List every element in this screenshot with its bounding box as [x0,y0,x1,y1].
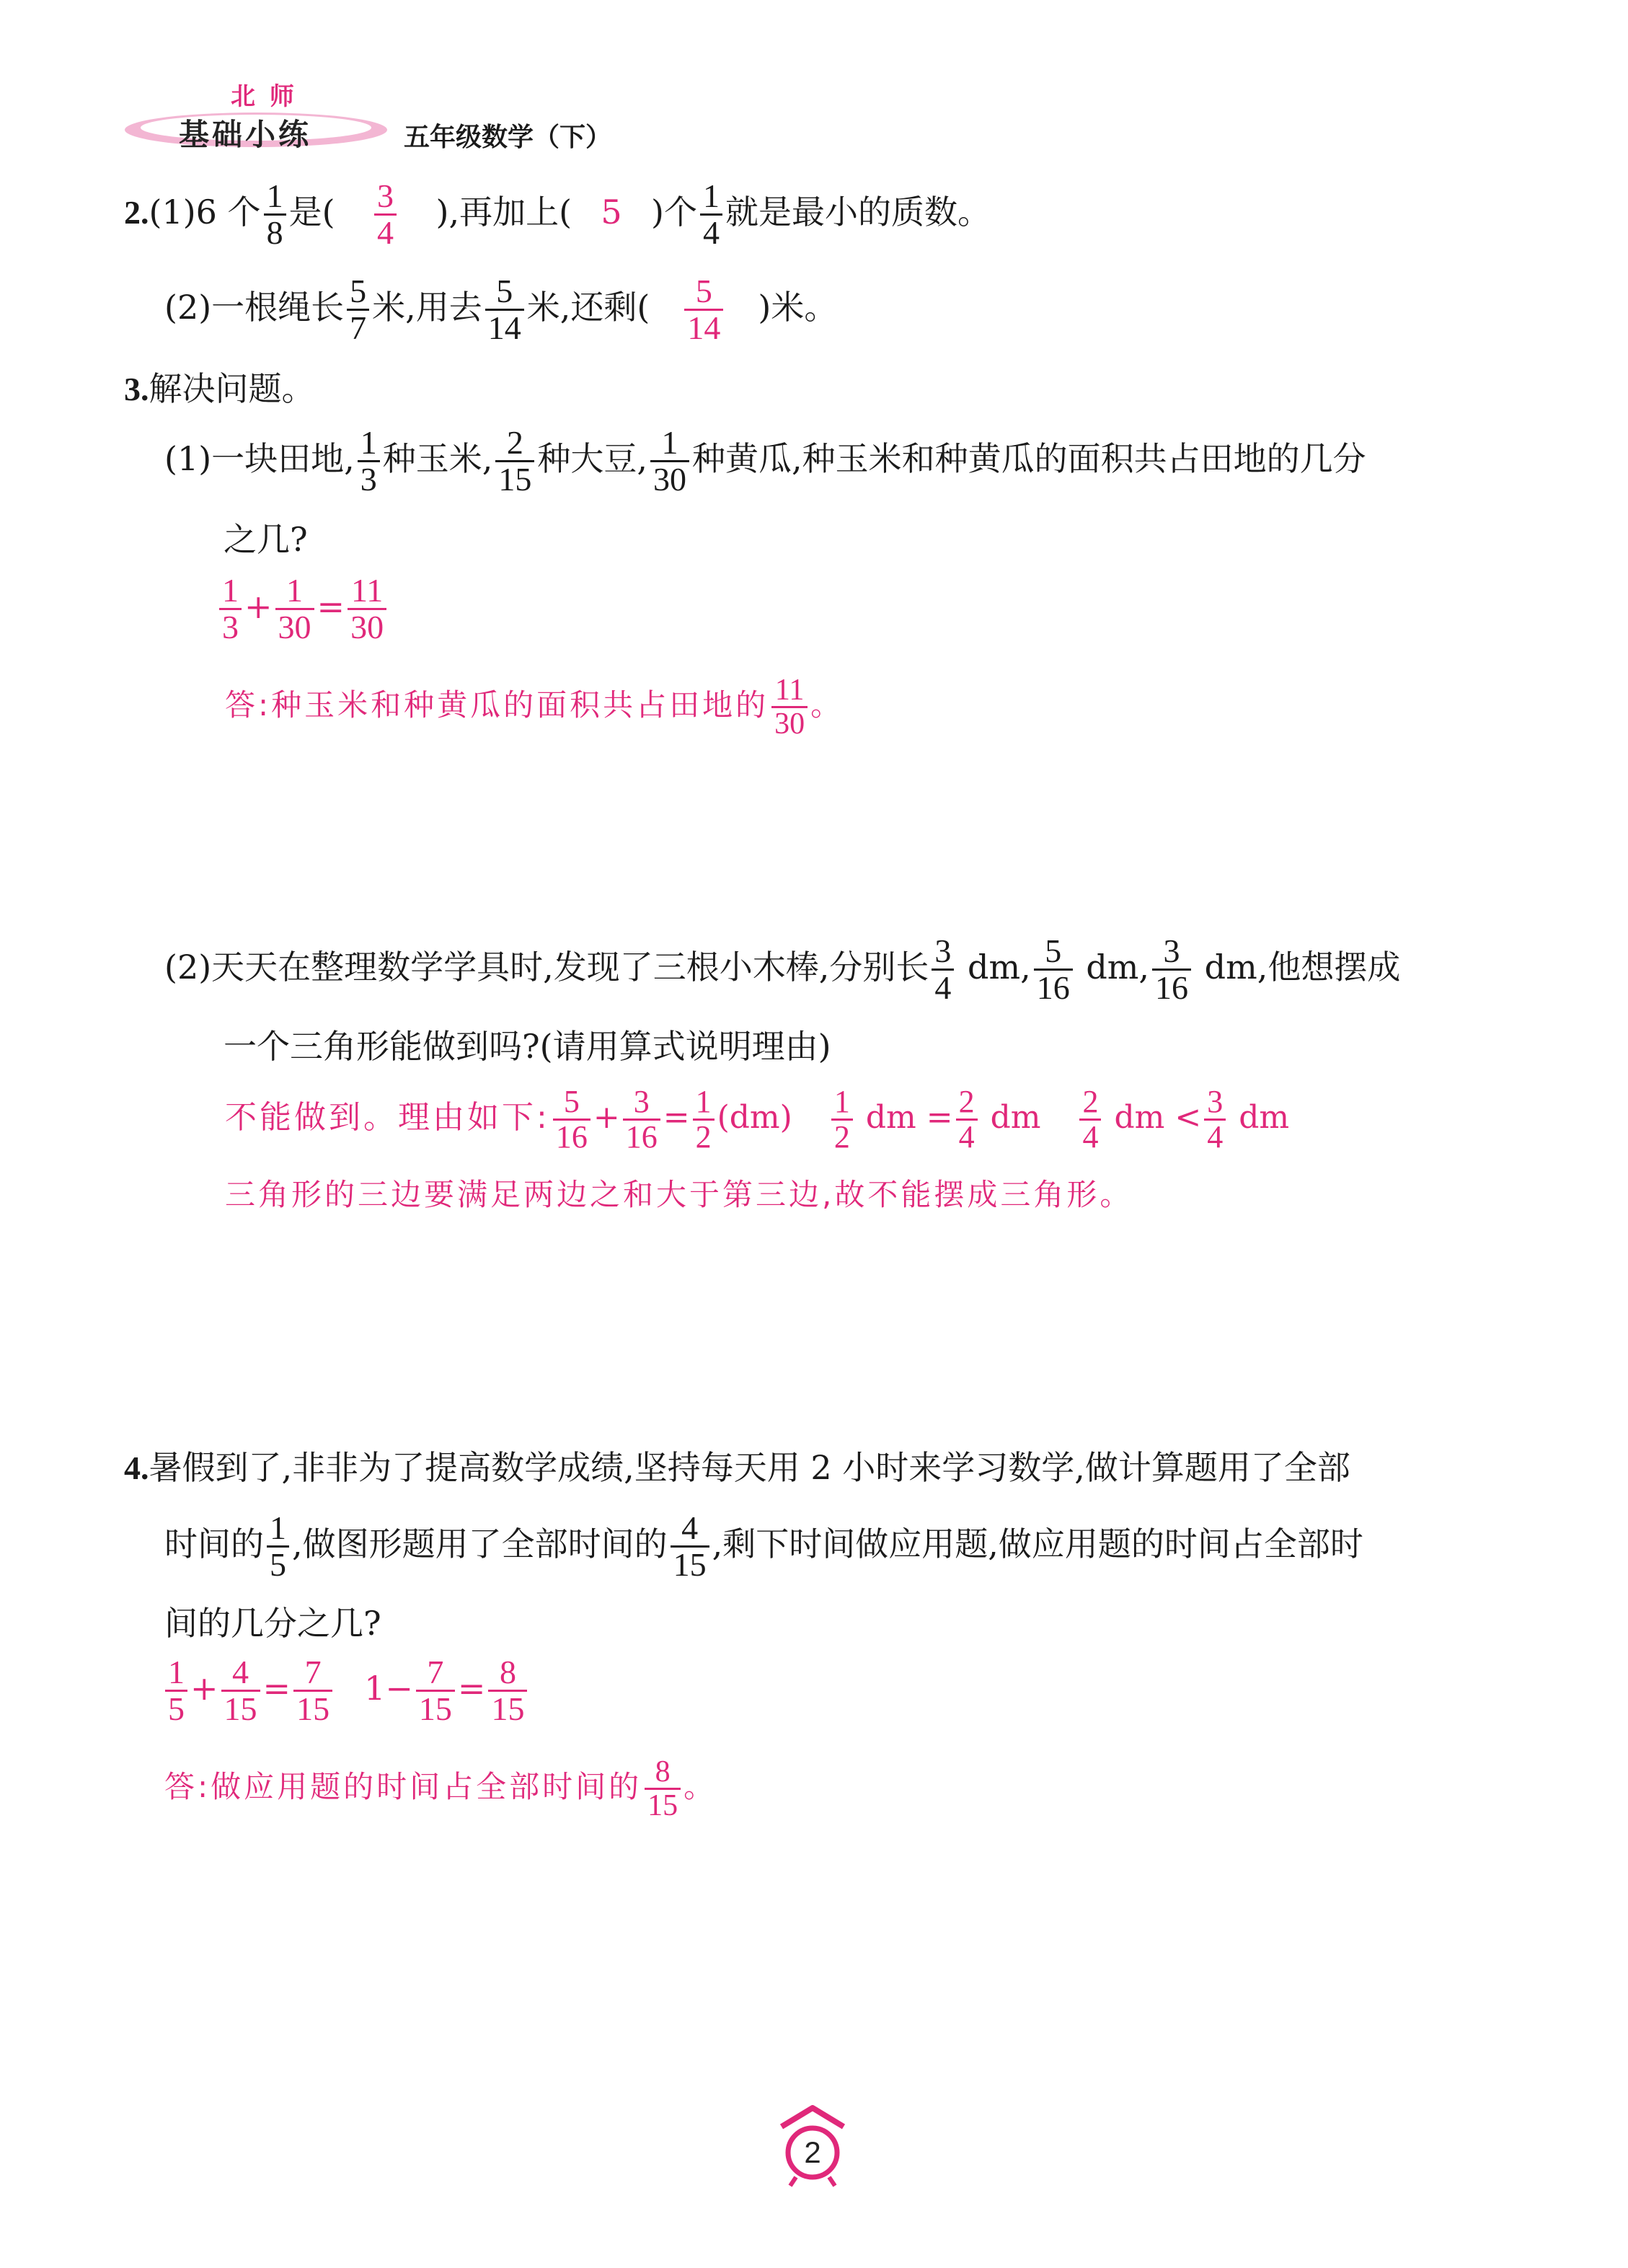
text: 米,还剩( [526,287,650,327]
fraction: $\frac{1}{30}$ [275,573,314,645]
fraction: $\frac{5}{14}$ [485,274,524,346]
operator: = [317,586,345,626]
fraction: $\frac{3}{16}$ [1152,934,1191,1006]
text: )米。 [758,287,838,327]
q3-p1-calc [216,573,389,645]
text: dm [1114,1099,1165,1137]
q3-p1-answer [225,674,844,740]
fraction: $\frac{5}{7}$ [347,274,369,346]
operator: = [926,1099,953,1137]
answer-blank-3[interactable] [650,274,758,346]
fraction: $\frac{8}{15}$ [488,1655,527,1727]
text: (1)6 个 [149,192,261,231]
text: 种黄瓜,种玉米和种黄瓜的面积共占田地的几分 [692,438,1366,478]
fraction: $\frac{1}{3}$ [219,573,242,645]
page-number-badge [773,2102,852,2189]
q4-line3: 间的几分之几? [164,1604,381,1643]
text: dm, [968,947,1031,987]
fraction: $\frac{3}{4}$ [932,934,954,1006]
text: dm,他想摆成 [1204,947,1401,987]
fraction: $\frac{1}{4}$ [700,179,722,251]
fraction: $\frac{2}{4}$ [1079,1085,1101,1154]
q4-calc [162,1655,530,1727]
text: ),再加上( [435,192,572,231]
fraction: $\frac{7}{15}$ [416,1655,455,1727]
q2-number: 2. [124,193,149,231]
answer-fraction: $\frac{3}{4}$ [374,179,397,251]
operator: = [457,1668,486,1708]
q3-p2-line2: 一个三角形能做到吗?(请用算式说明理由) [224,1027,831,1066]
fraction: $\frac{8}{15}$ [645,1756,681,1822]
text: 答:种玉米和种黄瓜的面积共占田地的 [225,687,769,723]
answer-fraction: $\frac{5}{14}$ [684,274,723,346]
text: 解决问题。 [149,369,315,408]
text: dm [990,1099,1041,1137]
text: 答:做应用题的时间占全部时间的 [164,1769,642,1805]
q3-p2-answer-calc [225,1085,1289,1154]
operator: + [244,586,273,626]
text: 种玉米, [382,438,493,478]
q3-p1-line1 [164,425,1366,498]
operator: < [1174,1099,1202,1137]
text: 是( [288,192,335,231]
text: (1)一块田地, [164,438,355,478]
fraction: $\frac{1}{30}$ [650,425,689,498]
fraction: $\frac{11}{30}$ [348,573,386,645]
q3-p2-answer-line2: 三角形的三边要满足两边之和大于第三边,故不能摆成三角形。 [225,1177,1133,1212]
page-number: 2 [804,2135,821,2169]
answer-blank-1[interactable] [335,179,436,251]
header [123,72,671,159]
q3-p1-line2: 之几? [224,520,308,559]
fraction: $\frac{1}{8}$ [264,179,286,251]
text: dm, [1086,947,1150,987]
brand-main: 基础小练 [179,117,312,152]
fraction: $\frac{5}{16}$ [553,1085,590,1154]
text: 。 [684,1769,717,1805]
fraction: $\frac{3}{4}$ [1204,1085,1226,1154]
text: (dm) [717,1099,792,1137]
text: 米,用去 [372,287,482,327]
text: 就是最小的质数。 [725,192,991,231]
text: dm [1239,1099,1290,1137]
fraction: $\frac{1}{5}$ [267,1511,289,1583]
fraction: $\frac{2}{4}$ [956,1085,978,1154]
text: ,剩下时间做应用题,做应用题的时间占全部时 [712,1524,1363,1563]
q4-answer [164,1756,717,1822]
fraction: $\frac{1}{2}$ [831,1085,853,1154]
q4-line1 [124,1448,1350,1487]
fraction: $\frac{4}{15}$ [221,1655,260,1727]
operator: = [663,1099,690,1137]
text: 种大豆, [537,438,648,478]
fraction: $\frac{5}{16}$ [1034,934,1073,1006]
fraction: $\frac{1}{2}$ [693,1085,715,1154]
fraction: $\frac{4}{15}$ [671,1511,709,1583]
text: 时间的 [164,1524,264,1563]
operator: − [385,1668,413,1708]
text: 。 [810,687,844,723]
text: dm [865,1099,916,1137]
text: 1 [364,1668,386,1708]
subject-title: 五年级数学（下） [404,123,612,152]
fraction: $\frac{7}{15}$ [293,1655,332,1727]
fraction: $\frac{11}{30}$ [771,674,808,740]
fraction: $\frac{2}{15}$ [495,425,534,498]
q2-line1 [124,179,991,251]
answer-blank-2[interactable]: 5 [601,192,622,231]
q2-line2 [164,274,837,346]
q4-line2 [164,1511,1363,1583]
text: ,做图形题用了全部时间的 [292,1524,668,1563]
operator: = [262,1668,291,1708]
brand-top: 北 师 [231,82,297,111]
text: (2)天天在整理数学学具时,发现了三根小木棒,分别长 [164,947,929,987]
fraction: $\frac{3}{16}$ [623,1085,660,1154]
text: )个 [651,192,697,231]
text: (2)一根绳长 [164,287,345,327]
q4-number: 4. [124,1450,149,1486]
q3-title [124,369,315,408]
fraction: $\frac{1}{3}$ [358,425,380,498]
text: 暑假到了,非非为了提高数学成绩,坚持每天用 2 小时来学习数学,做计算题用了全部 [149,1448,1350,1487]
text: 不能做到。理由如下: [225,1099,550,1137]
fraction: $\frac{1}{5}$ [165,1655,187,1727]
q3-number: 3. [124,371,149,407]
operator: + [190,1668,218,1708]
operator: + [593,1099,620,1137]
q3-p2-line1 [164,934,1400,1006]
